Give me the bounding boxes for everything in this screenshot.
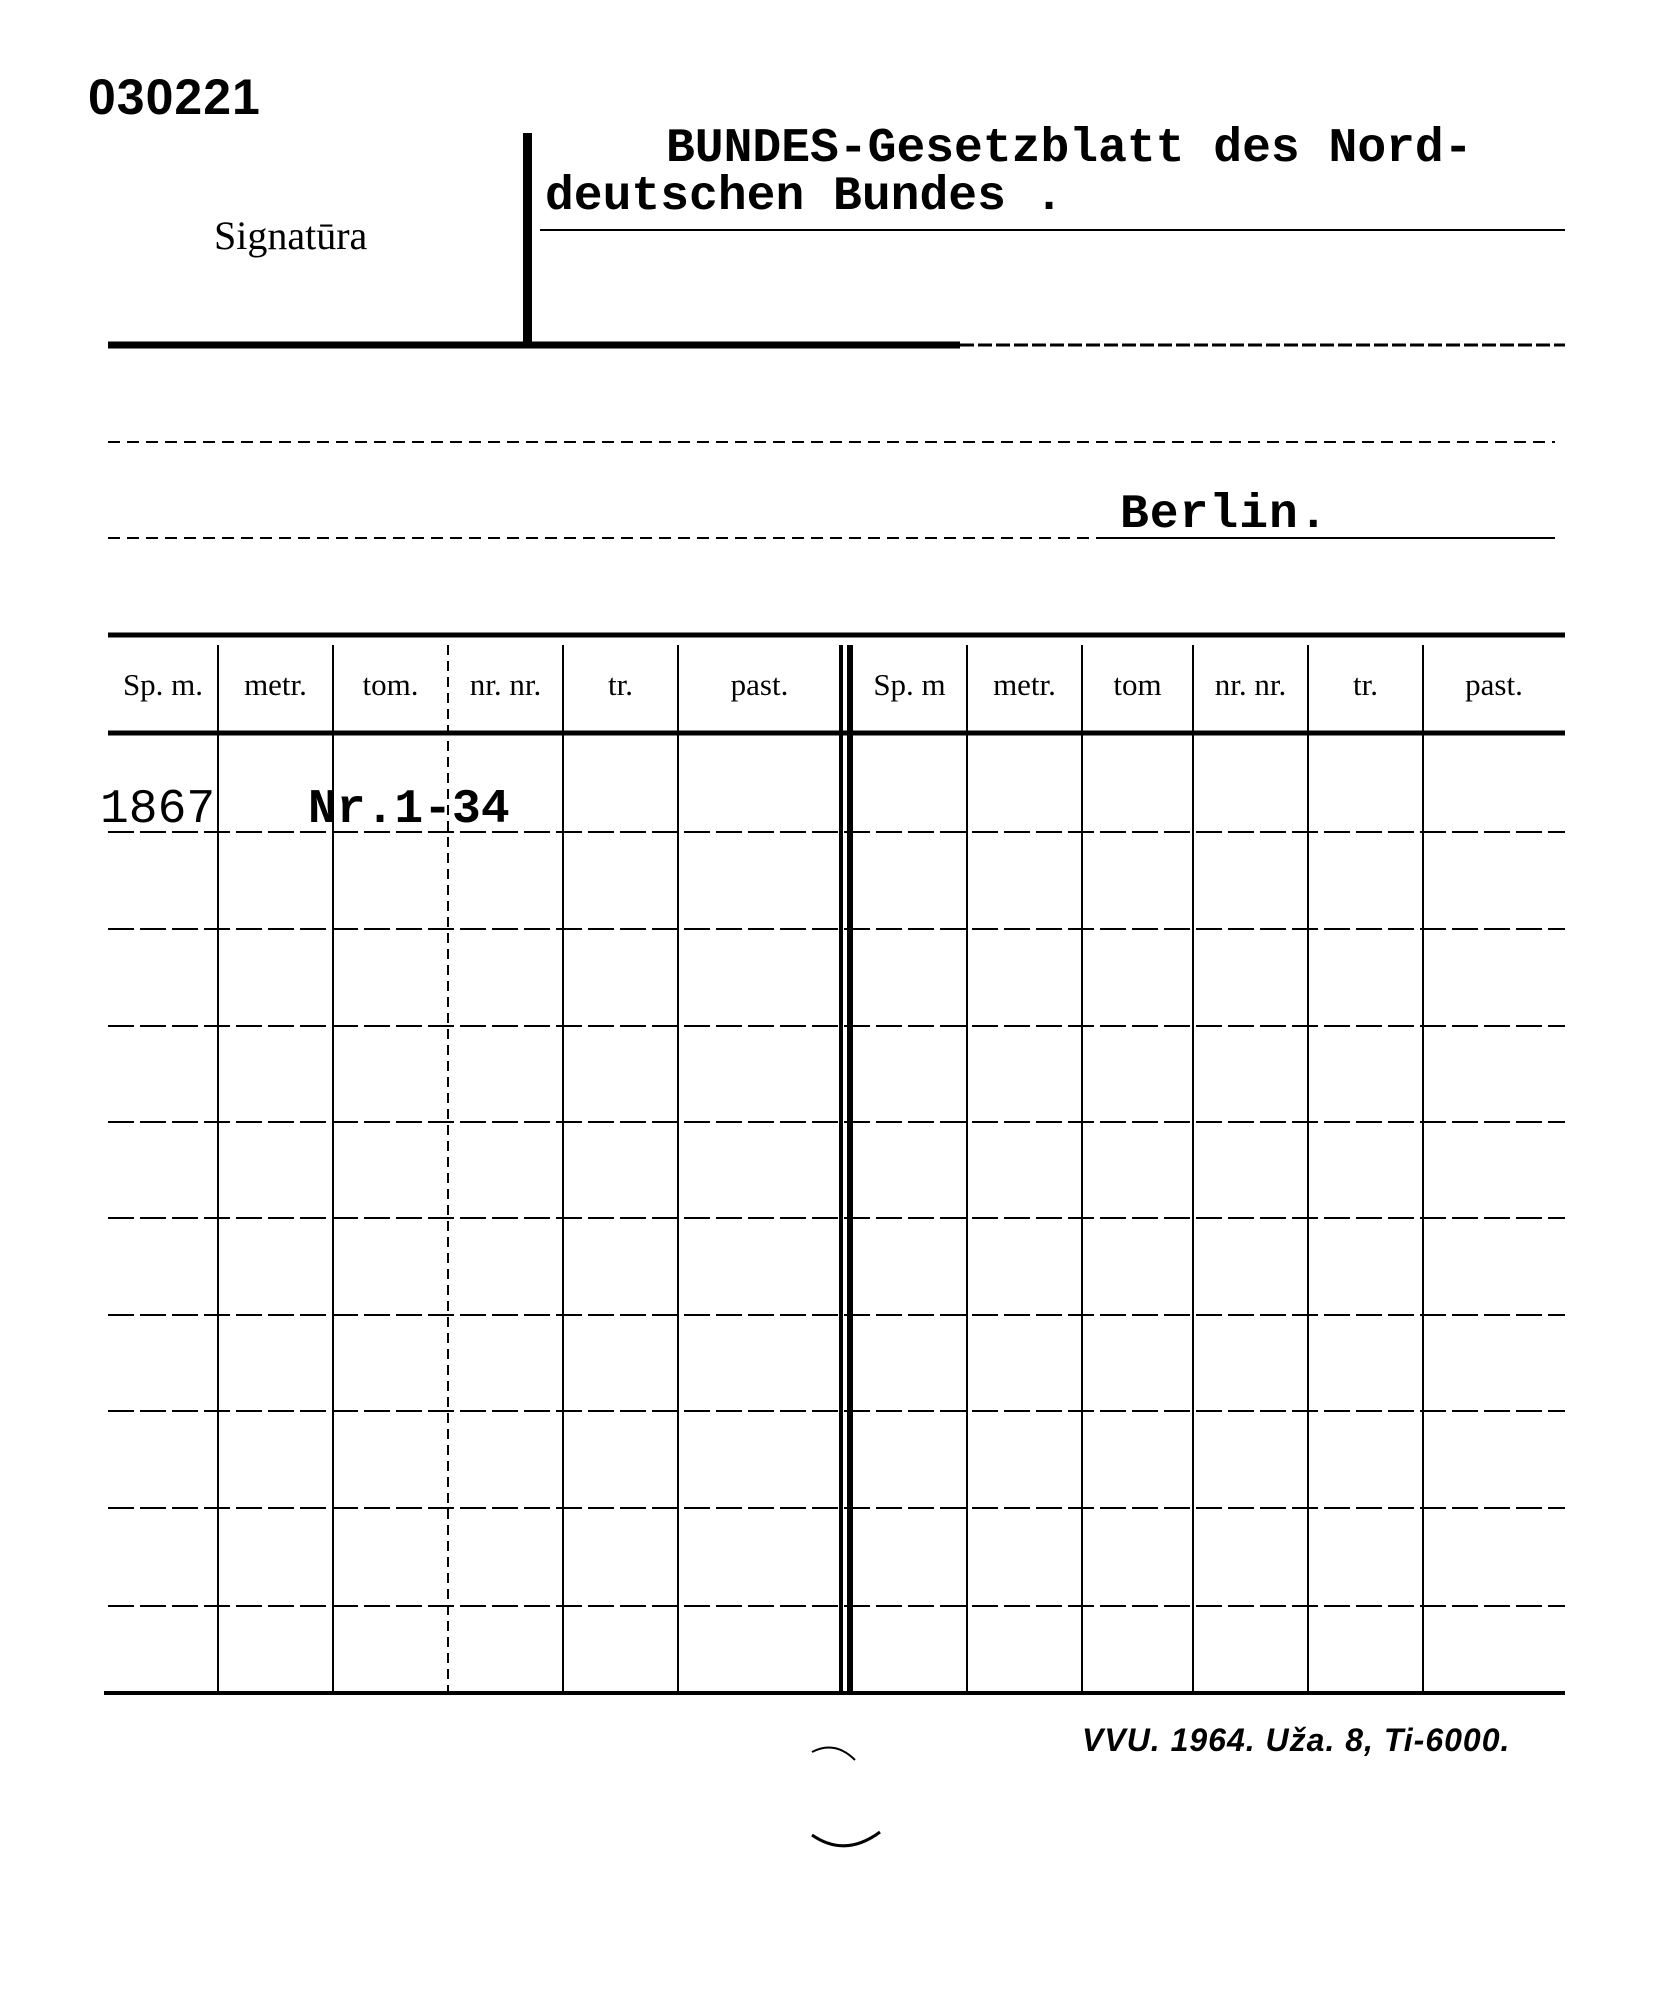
print-run-note: VVU. 1964. Uža. 8, Ti-6000. [1082,1722,1511,1758]
entry-numbers: Nr.1-34 [308,783,510,837]
header-past-left: past. [730,667,789,702]
header-sp-m-left: Sp. m. [122,667,204,702]
header-nr-nr-left: nr. nr. [469,667,542,702]
title-line-2: deutschen Bundes . [545,170,1064,224]
title-line-1: BUNDES-Gesetzblatt des Nord- [666,122,1473,176]
header-tr-right: tr. [1353,667,1378,702]
signature-label: Signatūra [214,213,368,258]
stray-mark-bottom [812,1832,880,1846]
place-of-publication: Berlin. [1120,488,1329,542]
header-nr-nr-right: nr. nr. [1214,667,1287,702]
header-tr-left: tr. [608,667,633,702]
header-tom-right: tom [1113,667,1162,702]
header-metr-right: metr. [993,667,1056,702]
header-metr-left: metr. [244,667,307,702]
stray-mark-top [812,1748,855,1761]
table-row-rules [108,832,1565,1606]
card-id: 030221 [88,69,261,125]
header-sp-m-right: Sp. m [873,667,946,702]
entry-year: 1867 [100,783,216,837]
header-tom-left: tom. [362,667,419,702]
header-past-right: past. [1465,667,1523,702]
